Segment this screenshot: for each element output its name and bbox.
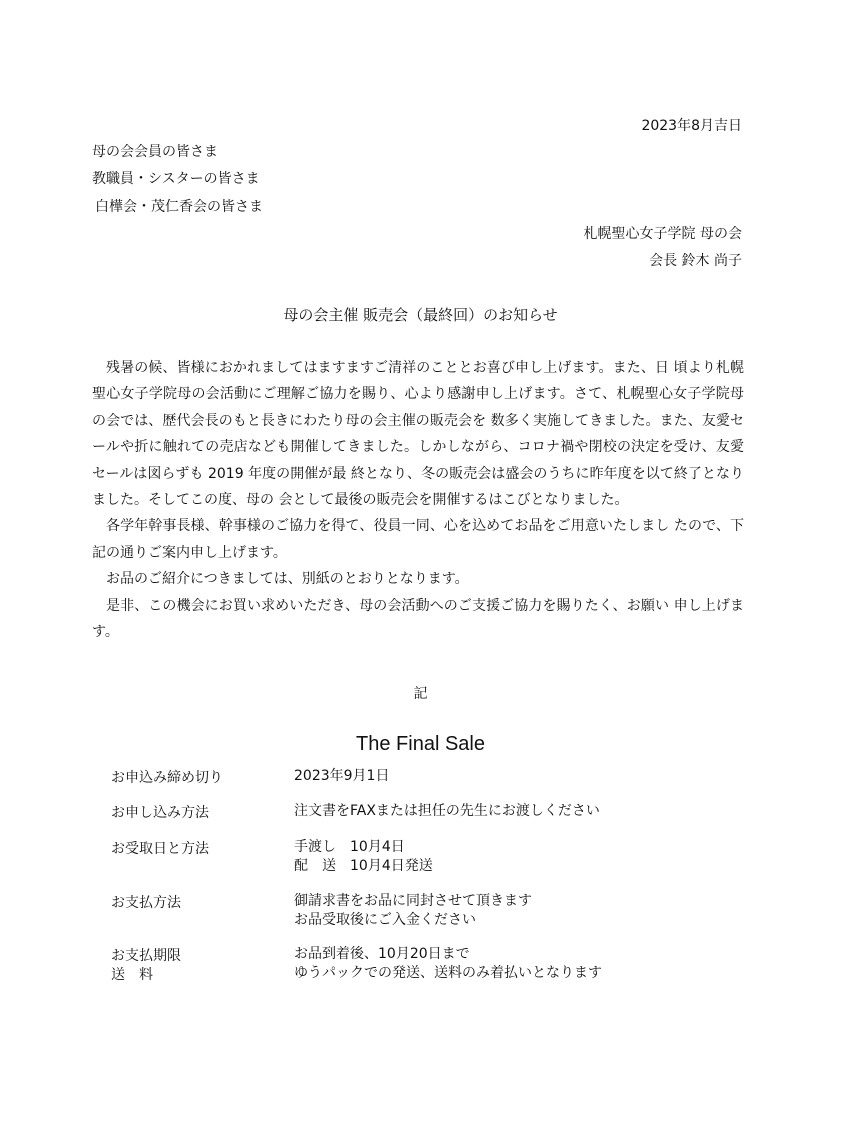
body-paragraph: お品のご紹介につきましては、別紙のとおりとなります。: [106, 571, 469, 588]
detail-label-pickup: お受取日と方法: [111, 841, 209, 857]
sender-name: 会長 鈴木 尚子: [649, 253, 742, 269]
letter-date: 2023年8月吉日: [641, 118, 742, 134]
addressee-parents: 母の会会員の皆さま: [92, 144, 218, 160]
detail-value-method: 注文書をFAXまたは担任の先生にお渡しください: [294, 803, 600, 819]
detail-value-pickup-hand: 手渡し 10月4日: [294, 839, 405, 855]
detail-value-deadline: 2023年9月1日: [294, 768, 390, 784]
detail-label-shipping: 送 料: [111, 967, 153, 983]
detail-value-payment-1: 御請求書をお品に同封させて頂きます: [294, 893, 532, 909]
body-paragraph: 各学年幹事長様、幹事様のご協力を得て、役員一同、心を込めてお品をご用意いたしまし たので、下記の通りご案内申し上げます。: [92, 518, 744, 561]
detail-label-payment: お支払方法: [111, 895, 181, 911]
addressee-alumni: 白樺会・茂仁香会の皆さま: [95, 199, 263, 215]
detail-value-pickup-ship: 配 送 10月4日発送: [294, 858, 433, 874]
notice-title: 母の会主催 販売会（最終回）のお知らせ: [283, 306, 558, 324]
sender-organization: 札幌聖心女子学院 母の会: [583, 226, 742, 242]
detail-value-shipping: ゆうパックでの発送、送料のみ着払いとなります: [294, 965, 602, 981]
detail-label-due: お支払期限: [111, 948, 181, 964]
sale-title: The Final Sale: [356, 733, 485, 755]
body-paragraph: 是非、この機会にお買い求めいただき、母の会活動へのご支援ご協力を賜りたく、お願い 申し上げます。: [92, 597, 744, 641]
detail-label-deadline: お申込み締め切り: [111, 770, 223, 786]
detail-value-due: お品到着後、10月20日まで: [294, 946, 470, 962]
addressee-staff: 教職員・シスターの皆さま: [92, 171, 260, 187]
ki-marker: 記: [413, 686, 428, 702]
body-paragraph: 残暑の候、皆様におかれましてはますますご清祥のこととお喜び申し上げます。また、日 頃より札幌聖心女子学院母の会活動にご理解ご協力を賜り、心より感謝申し上げます。さて、札幌聖心女子学院母の会では、歴代会長のもと長きにわたり母の会主催の販売会を 数多く実施してきました。また、友愛セールや折に触れての売店なども開催してきました。しかしながら、コロナ禍や閉校の決定を受け、友愛セールは図らずも 2019 年度の開催が最 終となり、冬の販売会は盛会のうちに昨年度を以て終了となりました。そしてこの度、母の 会として最後の販売会を開催するはこびとなりました。: [92, 360, 744, 509]
letter-body: [92, 355, 744, 645]
detail-label-method: お申し込み方法: [111, 805, 209, 821]
detail-value-payment-2: お品受取後にご入金ください: [294, 912, 476, 928]
